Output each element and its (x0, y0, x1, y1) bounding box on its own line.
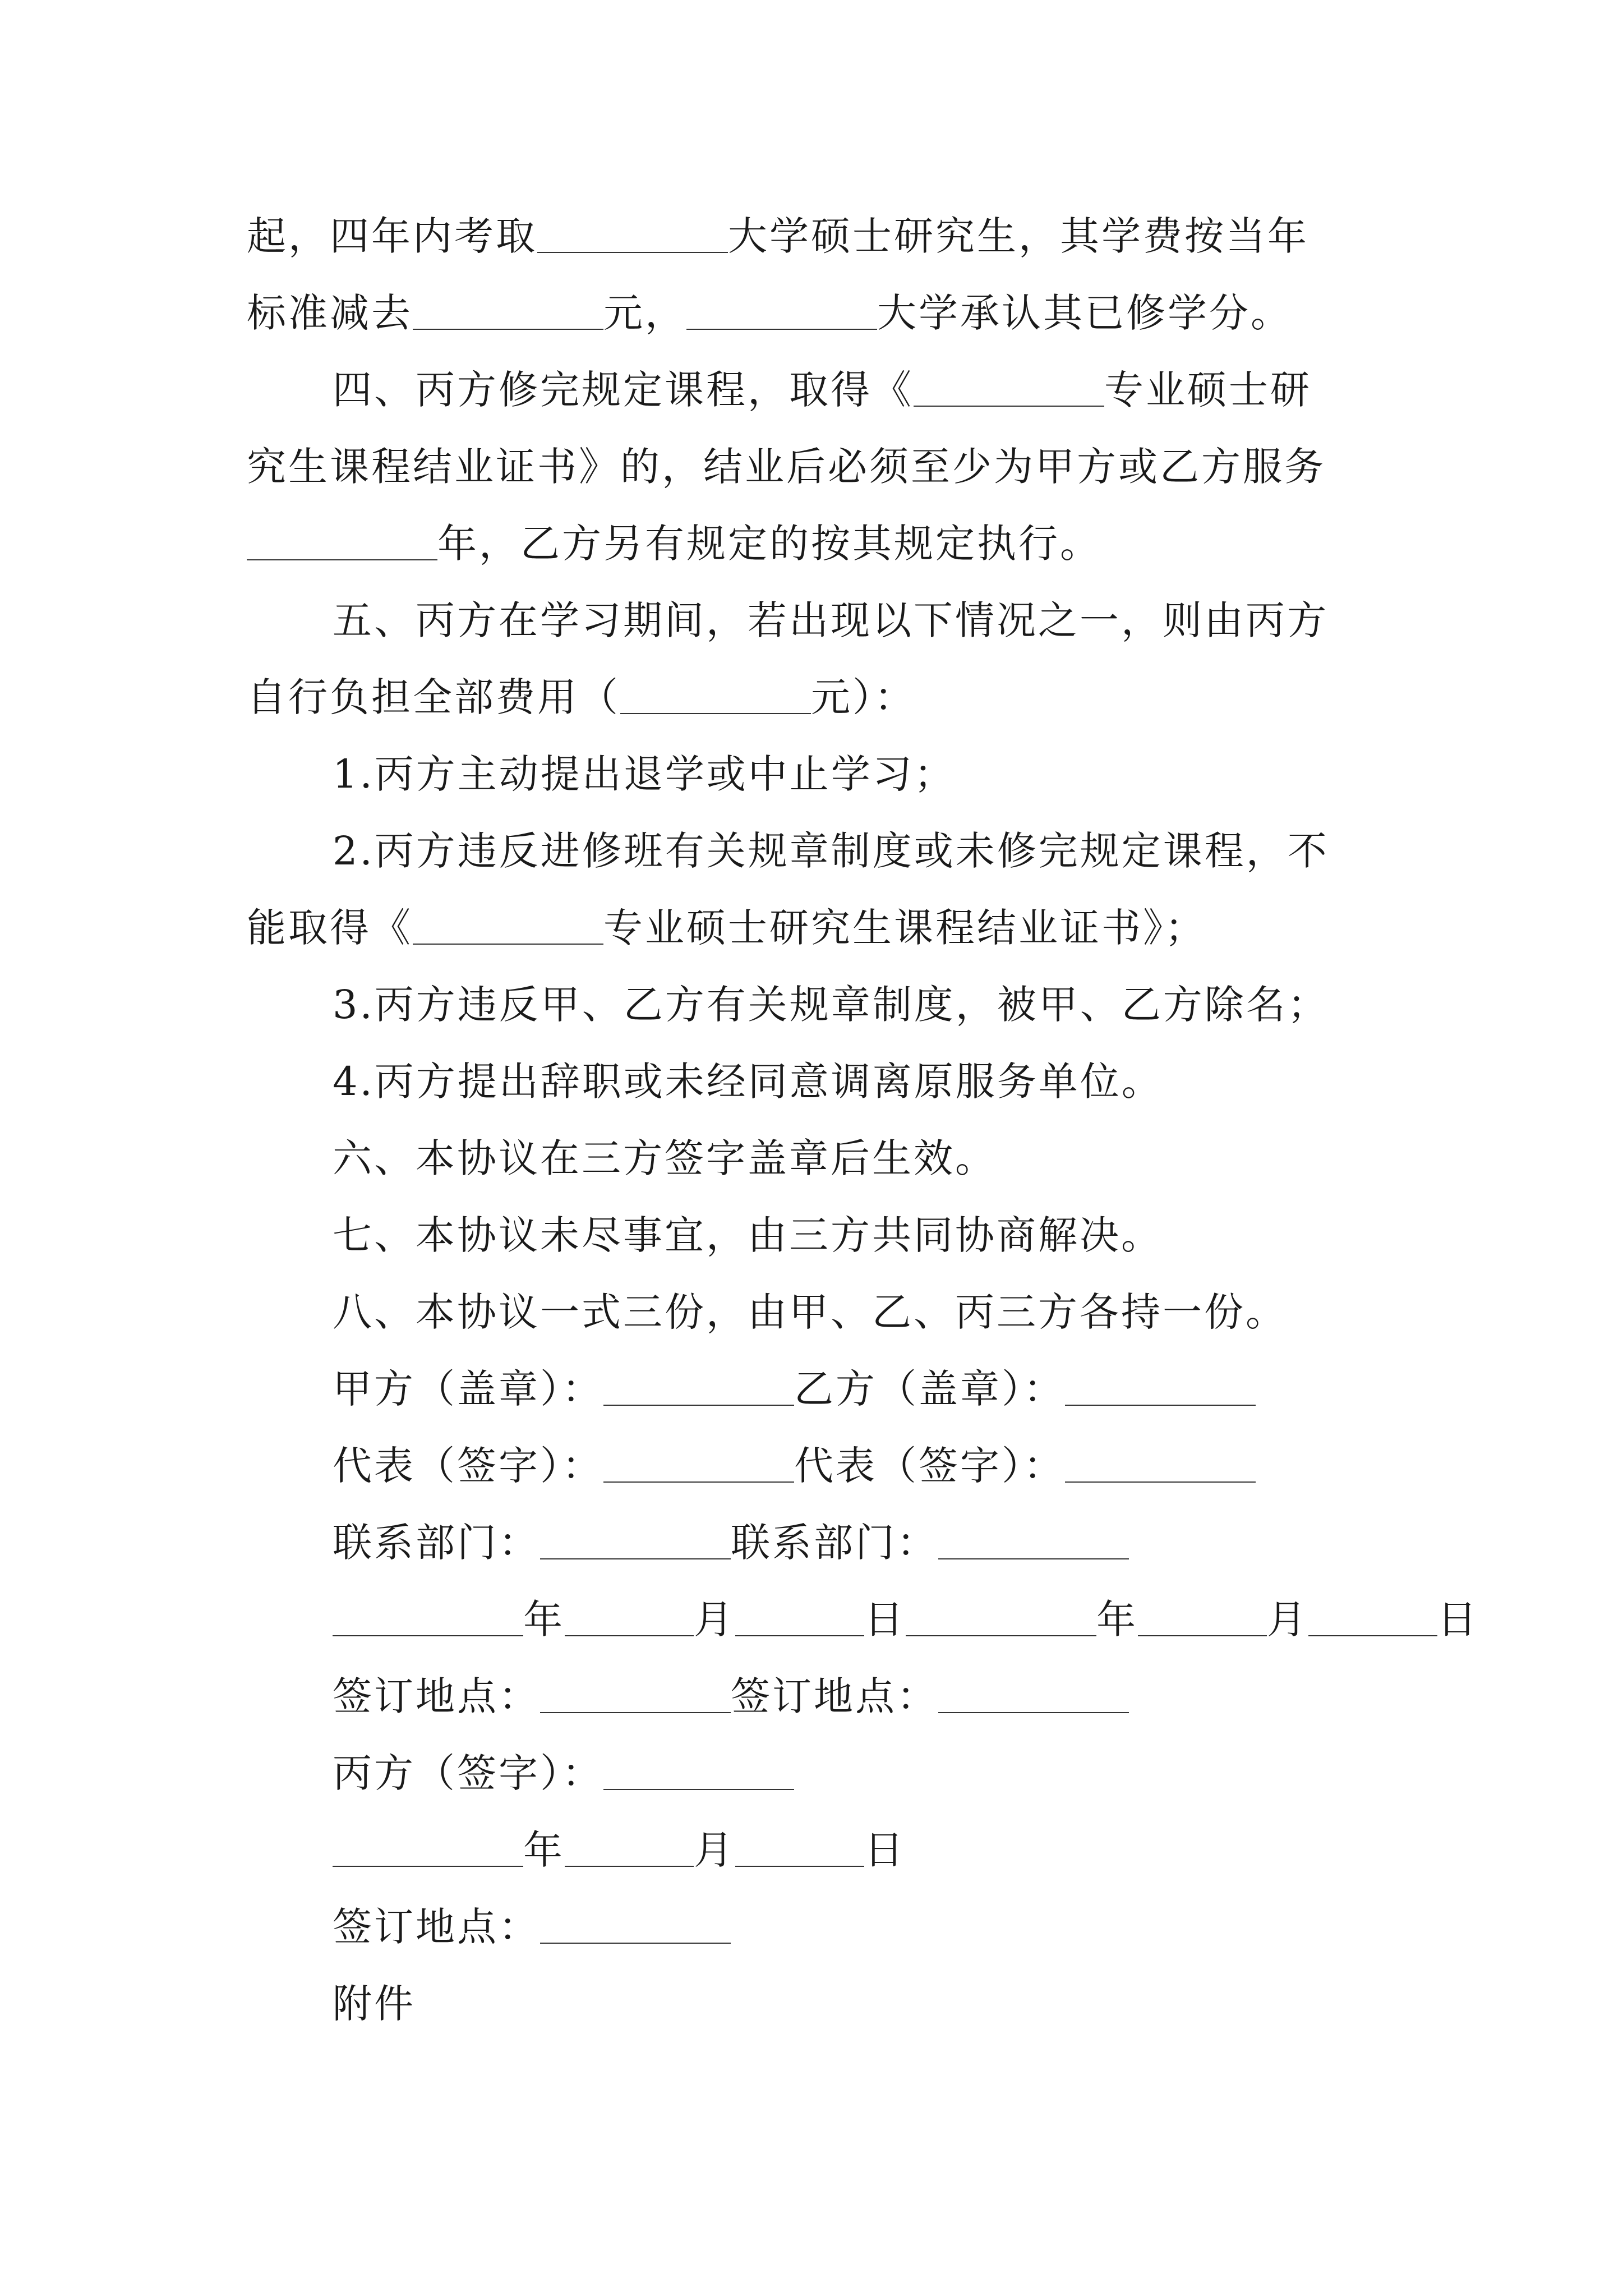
text-run: 日 (864, 1596, 906, 1642)
blank-field (540, 1673, 731, 1713)
text-run: 究生课程结业证书》的，结业后必须至少为甲方或乙方服务 (247, 444, 1326, 490)
text-line (333, 747, 956, 801)
blank-field (333, 1826, 523, 1867)
text-line (247, 209, 1309, 263)
text-run: 六、本协议在三方签字盖章后生效。 (333, 1135, 997, 1181)
blank-field (938, 1673, 1129, 1713)
text-run: 年 (1096, 1596, 1138, 1642)
text-run: 代表（签字）： (333, 1443, 603, 1489)
blank-field (247, 520, 437, 560)
text-run: 代表（签字）： (794, 1443, 1065, 1489)
text-run: 日 (1437, 1596, 1479, 1642)
text-run: 月 (694, 1827, 735, 1873)
blank-field (620, 674, 811, 714)
signature-row (333, 1746, 794, 1800)
text-line (247, 286, 1292, 340)
text-line (333, 1131, 997, 1185)
text-run: 元）： (811, 674, 916, 720)
blank-field (565, 1596, 694, 1636)
text-run: 乙方（盖章）： (794, 1366, 1065, 1412)
text-line (333, 824, 1329, 878)
text-line (333, 363, 1312, 417)
signature-row (333, 1900, 731, 1954)
text-run: 联系部门： (333, 1520, 540, 1566)
date-row (333, 1823, 906, 1877)
blank-field (686, 289, 877, 330)
blank-field (413, 904, 603, 945)
text-line (333, 593, 1329, 647)
text-run: 2.丙方违反进修班有关规章制度或未修完规定课程，不 (333, 828, 1329, 874)
text-run: 八、本协议一式三份，由甲、乙、丙三方各持一份。 (333, 1289, 1287, 1335)
text-run: 1.丙方主动提出退学或中止学习； (333, 751, 956, 797)
blank-field (413, 289, 603, 330)
text-run: 3.丙方违反甲、乙方有关规章制度，被甲、乙方除名； (333, 982, 1329, 1028)
text-line (247, 517, 1101, 570)
text-line (333, 1977, 416, 2031)
text-run: 能取得《 (247, 905, 413, 951)
blank-field (906, 1596, 1096, 1636)
text-run: 月 (694, 1596, 735, 1642)
blank-field (537, 213, 728, 253)
text-line (247, 440, 1326, 494)
text-run: 年，乙方另有规定的按其规定执行。 (437, 521, 1101, 567)
text-run: 附件 (333, 1981, 416, 2027)
text-run: 七、本协议未尽事宜，由三方共同协商解决。 (333, 1212, 1163, 1258)
text-run: 甲方（盖章）： (333, 1366, 603, 1412)
blank-field (540, 1519, 731, 1559)
signature-row (333, 1516, 1129, 1570)
text-run: 专业硕士研 (1104, 367, 1312, 413)
text-line (333, 978, 1329, 1032)
blank-field (1308, 1596, 1437, 1636)
text-line (333, 1208, 1163, 1262)
blank-field (540, 1903, 731, 1944)
blank-field (735, 1826, 864, 1867)
blank-field (735, 1596, 864, 1636)
signature-row (333, 1439, 1256, 1493)
text-run: 标准减去 (247, 290, 413, 336)
text-run: 4.丙方提出辞职或未经同意调离原服务单位。 (333, 1059, 1163, 1105)
text-run: 月 (1267, 1596, 1308, 1642)
text-run: 元， (603, 290, 686, 336)
blank-field (603, 1365, 794, 1406)
text-run: 联系部门： (731, 1520, 938, 1566)
blank-field (1138, 1596, 1267, 1636)
text-run: 日 (864, 1827, 906, 1873)
text-run: 大学硕士研究生，其学费按当年 (728, 213, 1309, 259)
blank-field (603, 1442, 794, 1483)
text-run: 起，四年内考取 (247, 213, 537, 259)
text-run: 年 (523, 1596, 565, 1642)
blank-field (938, 1519, 1129, 1559)
signature-row (333, 1669, 1129, 1723)
text-run: 自行负担全部费用（ (247, 674, 620, 720)
signature-row (333, 1362, 1256, 1416)
text-run: 年 (523, 1827, 565, 1873)
blank-field (603, 1750, 794, 1790)
text-run: 大学承认其已修学分。 (877, 290, 1292, 336)
blank-field (914, 366, 1104, 407)
text-run: 丙方（签字）： (333, 1750, 603, 1796)
text-run: 签订地点： (333, 1904, 540, 1950)
text-run: 五、丙方在学习期间，若出现以下情况之一，则由丙方 (333, 597, 1329, 643)
blank-field (1065, 1442, 1256, 1483)
text-line (333, 1285, 1287, 1339)
date-row (333, 1593, 1479, 1646)
text-run: 专业硕士研究生课程结业证书》； (603, 905, 1206, 951)
text-run: 签订地点： (731, 1673, 938, 1719)
blank-field (565, 1826, 694, 1867)
text-run: 四、丙方修完规定课程，取得《 (333, 367, 914, 413)
text-line (247, 901, 1206, 955)
text-run: 签订地点： (333, 1673, 540, 1719)
text-line (247, 670, 916, 724)
text-line (333, 1055, 1163, 1108)
blank-field (333, 1596, 523, 1636)
blank-field (1065, 1365, 1256, 1406)
